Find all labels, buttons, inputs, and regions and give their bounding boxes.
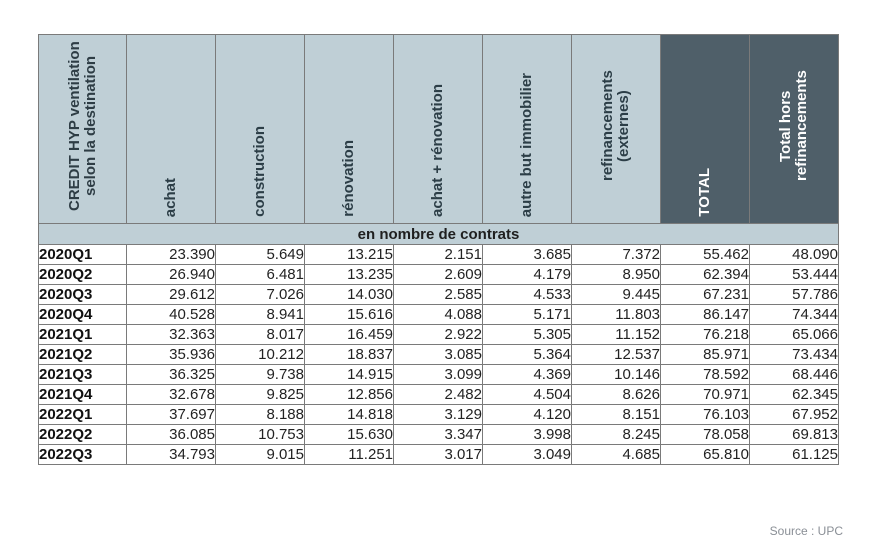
value-cell: 3.049 <box>483 445 572 465</box>
value-cell: 5.364 <box>483 345 572 365</box>
value-cell: 8.188 <box>216 405 305 425</box>
table-row <box>39 345 839 365</box>
value-cell: 7.026 <box>216 285 305 305</box>
header-achat-renovation <box>394 35 483 224</box>
value-cell: 3.129 <box>394 405 483 425</box>
header-total <box>661 35 750 224</box>
value-cell: 65.066 <box>750 325 839 345</box>
value-cell: 9.445 <box>572 285 661 305</box>
quarter-cell: 2022Q3 <box>39 445 127 465</box>
value-cell: 13.215 <box>305 245 394 265</box>
table-row <box>39 365 839 385</box>
group-row <box>39 224 839 245</box>
value-cell: 3.085 <box>394 345 483 365</box>
value-cell: 62.345 <box>750 385 839 405</box>
value-cell: 73.434 <box>750 345 839 365</box>
value-cell: 86.147 <box>661 305 750 325</box>
header-achat <box>127 35 216 224</box>
header-label: rénovation <box>340 140 357 217</box>
quarter-cell: 2021Q3 <box>39 365 127 385</box>
value-cell: 32.363 <box>127 325 216 345</box>
table-row <box>39 385 839 405</box>
value-cell: 3.099 <box>394 365 483 385</box>
value-cell: 16.459 <box>305 325 394 345</box>
value-cell: 11.803 <box>572 305 661 325</box>
quarter-cell: 2022Q1 <box>39 405 127 425</box>
group-label: en nombre de contrats <box>39 224 839 245</box>
value-cell: 8.017 <box>216 325 305 345</box>
value-cell: 36.085 <box>127 425 216 445</box>
value-cell: 7.372 <box>572 245 661 265</box>
value-cell: 78.058 <box>661 425 750 445</box>
value-cell: 48.090 <box>750 245 839 265</box>
value-cell: 85.971 <box>661 345 750 365</box>
header-renovation <box>305 35 394 224</box>
value-cell: 2.585 <box>394 285 483 305</box>
table-row <box>39 325 839 345</box>
table-row <box>39 245 839 265</box>
header-total-hors-refinancements <box>750 35 839 224</box>
value-cell: 15.630 <box>305 425 394 445</box>
header-label: achat <box>162 177 179 217</box>
value-cell: 9.738 <box>216 365 305 385</box>
value-cell: 3.347 <box>394 425 483 445</box>
value-cell: 36.325 <box>127 365 216 385</box>
value-cell: 3.998 <box>483 425 572 445</box>
value-cell: 10.753 <box>216 425 305 445</box>
value-cell: 3.017 <box>394 445 483 465</box>
header-refinancements <box>572 35 661 224</box>
quarter-cell: 2020Q4 <box>39 305 127 325</box>
value-cell: 14.818 <box>305 405 394 425</box>
value-cell: 18.837 <box>305 345 394 365</box>
quarter-cell: 2020Q3 <box>39 285 127 305</box>
value-cell: 5.649 <box>216 245 305 265</box>
value-cell: 9.825 <box>216 385 305 405</box>
table-row <box>39 265 839 285</box>
quarter-cell: 2021Q4 <box>39 385 127 405</box>
value-cell: 14.915 <box>305 365 394 385</box>
value-cell: 4.533 <box>483 285 572 305</box>
value-cell: 4.088 <box>394 305 483 325</box>
value-cell: 3.685 <box>483 245 572 265</box>
value-cell: 76.218 <box>661 325 750 345</box>
header-row <box>39 35 839 224</box>
value-cell: 14.030 <box>305 285 394 305</box>
header-construction <box>216 35 305 224</box>
value-cell: 40.528 <box>127 305 216 325</box>
header-label: autre but immobilier <box>518 72 535 217</box>
header-label: construction <box>251 126 268 217</box>
value-cell: 8.626 <box>572 385 661 405</box>
header-label: refinancements (externes) <box>599 70 632 182</box>
table-row <box>39 425 839 445</box>
value-cell: 15.616 <box>305 305 394 325</box>
header-label: Total hors refinancements <box>777 70 810 182</box>
value-cell: 26.940 <box>127 265 216 285</box>
value-cell: 9.015 <box>216 445 305 465</box>
value-cell: 2.482 <box>394 385 483 405</box>
value-cell: 29.612 <box>127 285 216 305</box>
value-cell: 8.941 <box>216 305 305 325</box>
value-cell: 68.446 <box>750 365 839 385</box>
quarter-cell: 2020Q2 <box>39 265 127 285</box>
value-cell: 4.120 <box>483 405 572 425</box>
quarter-cell: 2021Q1 <box>39 325 127 345</box>
value-cell: 57.786 <box>750 285 839 305</box>
value-cell: 6.481 <box>216 265 305 285</box>
value-cell: 55.462 <box>661 245 750 265</box>
value-cell: 67.231 <box>661 285 750 305</box>
value-cell: 34.793 <box>127 445 216 465</box>
table-row <box>39 305 839 325</box>
table-row <box>39 405 839 425</box>
table-row <box>39 445 839 465</box>
header-destination <box>39 35 127 224</box>
value-cell: 78.592 <box>661 365 750 385</box>
value-cell: 8.245 <box>572 425 661 445</box>
value-cell: 70.971 <box>661 385 750 405</box>
value-cell: 74.344 <box>750 305 839 325</box>
value-cell: 35.936 <box>127 345 216 365</box>
value-cell: 8.950 <box>572 265 661 285</box>
value-cell: 62.394 <box>661 265 750 285</box>
value-cell: 12.856 <box>305 385 394 405</box>
data-body <box>39 245 839 465</box>
value-cell: 4.369 <box>483 365 572 385</box>
value-cell: 11.251 <box>305 445 394 465</box>
value-cell: 2.609 <box>394 265 483 285</box>
header-label: achat + rénovation <box>429 84 446 217</box>
value-cell: 4.179 <box>483 265 572 285</box>
header-label: CREDIT HYP ventilation selon la destination <box>65 41 99 211</box>
table-row <box>39 285 839 305</box>
value-cell: 10.146 <box>572 365 661 385</box>
value-cell: 4.685 <box>572 445 661 465</box>
value-cell: 69.813 <box>750 425 839 445</box>
value-cell: 10.212 <box>216 345 305 365</box>
value-cell: 2.922 <box>394 325 483 345</box>
value-cell: 37.697 <box>127 405 216 425</box>
quarter-cell: 2020Q1 <box>39 245 127 265</box>
value-cell: 32.678 <box>127 385 216 405</box>
value-cell: 67.952 <box>750 405 839 425</box>
value-cell: 5.305 <box>483 325 572 345</box>
quarter-cell: 2021Q2 <box>39 345 127 365</box>
value-cell: 23.390 <box>127 245 216 265</box>
quarter-cell: 2022Q2 <box>39 425 127 445</box>
value-cell: 65.810 <box>661 445 750 465</box>
value-cell: 53.444 <box>750 265 839 285</box>
value-cell: 5.171 <box>483 305 572 325</box>
credit-table <box>38 34 839 465</box>
header-label: TOTAL <box>696 168 713 217</box>
value-cell: 11.152 <box>572 325 661 345</box>
value-cell: 4.504 <box>483 385 572 405</box>
source-note: Source : UPC <box>769 524 843 538</box>
value-cell: 61.125 <box>750 445 839 465</box>
value-cell: 76.103 <box>661 405 750 425</box>
value-cell: 13.235 <box>305 265 394 285</box>
value-cell: 8.151 <box>572 405 661 425</box>
value-cell: 12.537 <box>572 345 661 365</box>
header-autre-but <box>483 35 572 224</box>
value-cell: 2.151 <box>394 245 483 265</box>
